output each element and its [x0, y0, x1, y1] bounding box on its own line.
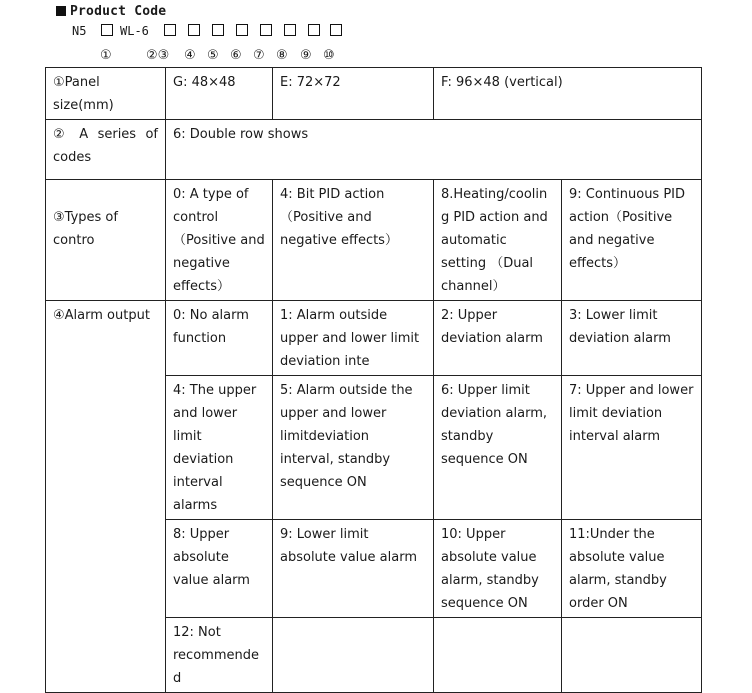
position-number: ⑧	[276, 48, 288, 63]
heading-title: Product Code	[70, 4, 167, 19]
code-box-7	[284, 24, 296, 36]
alarm-option-12: 12: Not recommended	[166, 618, 273, 693]
code-box-3	[188, 24, 200, 36]
code-box-1	[101, 24, 113, 36]
empty-cell	[434, 618, 562, 693]
panel-size-f: F: 96×48 (vertical)	[434, 68, 702, 120]
position-number: ①	[100, 48, 112, 63]
control-option-9: 9: Continuous PID action（Positive and negative effects）	[562, 180, 702, 301]
table-row	[46, 120, 702, 180]
panel-size-g: G: 48×48	[166, 68, 273, 120]
types-of-control-label: ③Types of contro	[46, 180, 166, 301]
code-series: WL-6	[120, 24, 149, 38]
control-option-4: 4: Bit PID action （Positive and negative effects）	[273, 180, 434, 301]
alarm-option-0: 0: No alarm function	[166, 301, 273, 376]
code-prefix: N5	[72, 24, 87, 38]
alarm-option-1: 1: Alarm outside upper and lower limit deviation inte	[273, 301, 434, 376]
product-code-heading	[56, 4, 166, 19]
alarm-option-10: 10: Upper absolute value alarm, standby sequence ON	[434, 520, 562, 618]
control-option-0: 0: A type of control （Positive and negative effects）	[166, 180, 273, 301]
panel-size-label: ①Panel size(mm)	[46, 68, 166, 120]
alarm-option-5: 5: Alarm outside the upper and lower limitdeviation interval, standby sequence ON	[273, 376, 434, 520]
position-number: ⑤	[207, 48, 219, 63]
table-row	[46, 301, 702, 376]
position-number: ⑦	[253, 48, 265, 63]
alarm-option-4: 4: The upper and lower limit deviation interval alarms	[166, 376, 273, 520]
series-codes-label: ② A series of codes	[46, 120, 166, 180]
position-number: ⑩	[323, 48, 335, 63]
alarm-output-label: ④Alarm output	[46, 301, 166, 693]
alarm-option-2: 2: Upper deviation alarm	[434, 301, 562, 376]
series-codes-value: 6: Double row shows	[166, 120, 702, 180]
alarm-option-11: 11:Under the absolute value alarm, standby order ON	[562, 520, 702, 618]
alarm-option-3: 3: Lower limit deviation alarm	[562, 301, 702, 376]
position-number: ④	[184, 48, 196, 63]
code-box-2	[164, 24, 176, 36]
product-code-table	[45, 67, 702, 693]
alarm-option-8: 8: Upper absolute value alarm	[166, 520, 273, 618]
black-square-icon	[56, 6, 66, 16]
code-box-5	[236, 24, 248, 36]
code-box-4	[212, 24, 224, 36]
position-number: ⑨	[300, 48, 312, 63]
alarm-option-7: 7: Upper and lower limit deviation interval alarm	[562, 376, 702, 520]
table-row	[46, 68, 702, 120]
empty-cell	[273, 618, 434, 693]
position-number: ⑥	[230, 48, 242, 63]
code-box-9	[330, 24, 342, 36]
position-number: ②③	[146, 48, 170, 63]
panel-size-e: E: 72×72	[273, 68, 434, 120]
code-box-8	[308, 24, 320, 36]
alarm-option-6: 6: Upper limit deviation alarm, standby sequence ON	[434, 376, 562, 520]
empty-cell	[562, 618, 702, 693]
control-option-8: 8.Heating/cooling PID action and automatic setting （Dual channel）	[434, 180, 562, 301]
table-row	[46, 180, 702, 301]
alarm-option-9: 9: Lower limit absolute value alarm	[273, 520, 434, 618]
code-box-6	[260, 24, 272, 36]
